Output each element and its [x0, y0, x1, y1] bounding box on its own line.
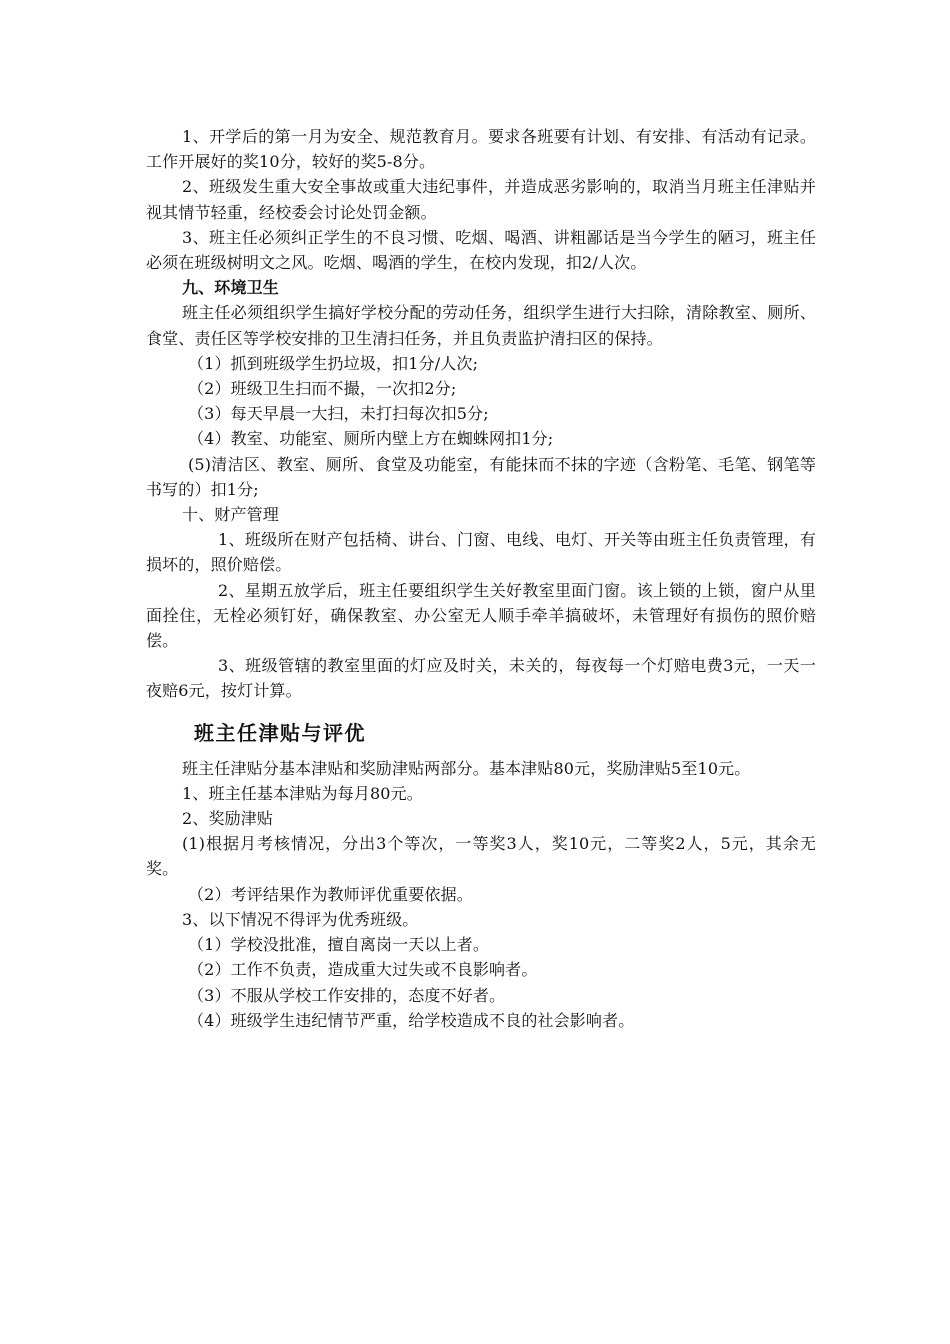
hygiene-item-5: (5)清洁区、教室、厕所、食堂及功能室，有能抹而不抹的字迹（含粉笔、毛笔、钢笔等书写的）扣1分; — [146, 454, 816, 499]
allowance-reward-heading: 2、奖励津贴 — [182, 809, 274, 829]
document-body — [146, 124, 816, 1033]
safety-item-1: 1、开学后的第一月为安全、规范教育月。要求各班要有计划、有安排、有活动有记录。工作开展好的奖10分，较好的奖5-8分。 — [146, 127, 816, 172]
exclusion-item-4: （4）班级学生违纪情节严重，给学校造成不良的社会影响者。 — [188, 1010, 635, 1030]
hygiene-item-4: （4）教室、功能室、厕所内壁上方在蜘蛛网扣1分; — [188, 429, 554, 449]
safety-item-2: 2、班级发生重大安全事故或重大违纪事件，并造成恶劣影响的，取消当月班主任津贴并视其情节轻重，经校委会讨论处罚金额。 — [146, 177, 816, 222]
property-item-3: 3、班级管辖的教室里面的灯应及时关，未关的，每夜每一个灯赔电费3元，一天一夜赔6元，按灯计算。 — [146, 656, 816, 701]
safety-item-3: 3、班主任必须纠正学生的不良习惯、吃烟、喝酒、讲粗鄙话是当今学生的陋习，班主任必须在班级树明文之风。吃烟、喝酒的学生，在校内发现，扣2/人次。 — [146, 227, 816, 273]
hygiene-item-2: （2）班级卫生扫而不撮，一次扣2分; — [188, 379, 457, 399]
allowance-reward-1: (1)根据月考核情况，分出3个等次，一等奖3人，奖10元，二等奖2人，5元，其余无奖。 — [146, 834, 816, 879]
hygiene-item-3: （3）每天早晨一大扫，未打扫每次扣5分; — [188, 404, 489, 424]
section-heading-hygiene: 九、环境卫生 — [182, 278, 279, 298]
allowance-intro: 班主任津贴分基本津贴和奖励津贴两部分。基本津贴80元，奖励津贴5至10元。 — [182, 758, 751, 778]
property-item-1: 1、班级所在财产包括椅、讲台、门窗、电线、电灯、开关等由班主任负责管理，有损坏的，照价赔偿。 — [146, 530, 816, 575]
exclusion-item-2: （2）工作不负责，造成重大过失或不良影响者。 — [188, 960, 538, 980]
hygiene-intro: 班主任必须组织学生搞好学校分配的劳动任务，组织学生进行大扫除，清除教室、厕所、食堂、责任区等学校安排的卫生清扫任务，并且负责监护清扫区的保持。 — [146, 303, 816, 348]
allowance-title: 班主任津贴与评优 — [194, 720, 366, 745]
hygiene-item-1: （1）抓到班级学生扔垃圾，扣1分/人次; — [188, 353, 479, 373]
exclusion-heading: 3、以下情况不得评为优秀班级。 — [182, 909, 419, 929]
allowance-reward-2: （2）考评结果作为教师评优重要依据。 — [188, 884, 473, 904]
exclusion-item-1: （1）学校没批准，擅自离岗一天以上者。 — [188, 935, 490, 955]
exclusion-item-3: （3）不服从学校工作安排的，态度不好者。 — [188, 985, 506, 1005]
section-heading-property: 十、财产管理 — [182, 505, 279, 525]
allowance-basic: 1、班主任基本津贴为每月80元。 — [182, 783, 423, 803]
property-item-2: 2、星期五放学后，班主任要组织学生关好教室里面门窗。该上锁的上锁，窗户从里面拴住，无栓必须钉好，确保教室、办公室无人顺手牵羊搞破坏，未管理好有损伤的照价赔偿。 — [146, 580, 816, 651]
